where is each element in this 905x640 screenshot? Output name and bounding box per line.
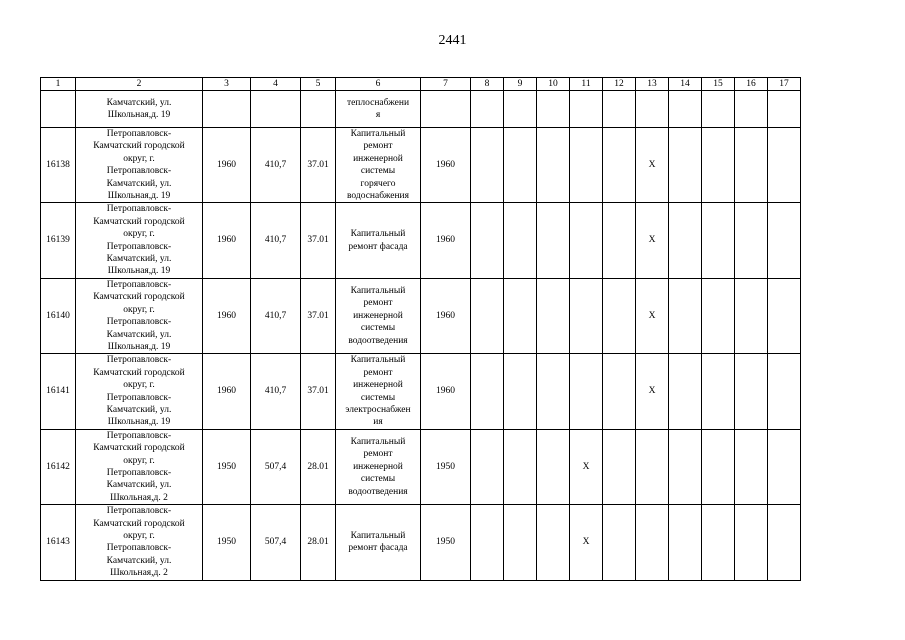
- table-cell: 37.01: [301, 278, 336, 353]
- table-cell: [471, 203, 504, 278]
- table-cell: 1960: [203, 203, 251, 278]
- table-cell: Петропавловск- Камчатский городской округ, г. Петропавловск- Камчатский, ул. Школьная,д. 2: [76, 505, 203, 580]
- table-cell: 37.01: [301, 203, 336, 278]
- table-cell: [570, 91, 603, 128]
- table-cell: Капитальный ремонт инженерной системы горячего водоснабжения: [336, 128, 421, 203]
- table-cell: [537, 203, 570, 278]
- table-cell: [570, 354, 603, 429]
- table-cell: 410,7: [251, 203, 301, 278]
- column-header: 13: [636, 78, 669, 91]
- table-row: [41, 278, 801, 353]
- table-cell: Капитальный ремонт инженерной системы водоотведения: [336, 429, 421, 504]
- table-cell: [768, 354, 801, 429]
- table-cell: [702, 354, 735, 429]
- table-cell: [421, 91, 471, 128]
- table-cell: [669, 278, 702, 353]
- table-cell: [669, 505, 702, 580]
- table-cell: [471, 429, 504, 504]
- table-cell: [702, 429, 735, 504]
- table-cell: 1960: [421, 203, 471, 278]
- column-header: 5: [301, 78, 336, 91]
- table-cell: [735, 429, 768, 504]
- table-cell: [603, 91, 636, 128]
- table-cell: 1960: [421, 278, 471, 353]
- table-cell: [471, 128, 504, 203]
- table-cell: [702, 278, 735, 353]
- column-header: 15: [702, 78, 735, 91]
- table-cell: Капитальный ремонт фасада: [336, 203, 421, 278]
- table-cell: [735, 505, 768, 580]
- table-cell: Капитальный ремонт инженерной системы электроснабжен ия: [336, 354, 421, 429]
- table-cell: X: [636, 203, 669, 278]
- table-cell: [471, 354, 504, 429]
- table-cell: [735, 354, 768, 429]
- table-cell: [537, 505, 570, 580]
- register-table: [40, 77, 801, 581]
- table-cell: [603, 354, 636, 429]
- table-cell: 1950: [203, 429, 251, 504]
- table-cell: [504, 278, 537, 353]
- table-cell: 1950: [203, 505, 251, 580]
- table-cell: Петропавловск- Камчатский городской округ, г. Петропавловск- Камчатский, ул. Школьная,д. 19: [76, 128, 203, 203]
- table-cell: [702, 203, 735, 278]
- table-cell: 1960: [421, 128, 471, 203]
- table-cell: [41, 91, 76, 128]
- table-cell: [203, 91, 251, 128]
- column-header: 11: [570, 78, 603, 91]
- table-row: [41, 505, 801, 580]
- table-cell: [636, 505, 669, 580]
- table-cell: [504, 354, 537, 429]
- column-header: 9: [504, 78, 537, 91]
- table-cell: [702, 128, 735, 203]
- table-row: [41, 429, 801, 504]
- table-cell: [537, 354, 570, 429]
- table-cell: 28.01: [301, 505, 336, 580]
- table-cell: 1950: [421, 429, 471, 504]
- column-header: 6: [336, 78, 421, 91]
- column-header: 8: [471, 78, 504, 91]
- table-cell: Петропавловск- Камчатский городской округ, г. Петропавловск- Камчатский, ул. Школьная,д. 2: [76, 429, 203, 504]
- table-cell: [702, 505, 735, 580]
- table-row: [41, 128, 801, 203]
- table-cell: [504, 505, 537, 580]
- table-cell: 1960: [203, 278, 251, 353]
- table-cell: 1950: [421, 505, 471, 580]
- table-cell: [768, 429, 801, 504]
- table-cell: Капитальный ремонт инженерной системы водоотведения: [336, 278, 421, 353]
- table-cell: [504, 429, 537, 504]
- column-header: 10: [537, 78, 570, 91]
- table-cell: [702, 91, 735, 128]
- table-cell: [669, 354, 702, 429]
- table-cell: [768, 278, 801, 353]
- table-cell: 37.01: [301, 128, 336, 203]
- table-cell: Петропавловск- Камчатский городской округ, г. Петропавловск- Камчатский, ул. Школьная,д. 19: [76, 278, 203, 353]
- table-cell: [603, 203, 636, 278]
- table-cell: [636, 91, 669, 128]
- table-row: [41, 203, 801, 278]
- table-cell: [768, 128, 801, 203]
- table-cell: [735, 278, 768, 353]
- column-header: 3: [203, 78, 251, 91]
- table-cell: [570, 278, 603, 353]
- table-cell: 16142: [41, 429, 76, 504]
- table-cell: X: [636, 278, 669, 353]
- table-cell: [301, 91, 336, 128]
- table-cell: [537, 278, 570, 353]
- column-header: 12: [603, 78, 636, 91]
- table-cell: Капитальный ремонт фасада: [336, 505, 421, 580]
- table-cell: 16143: [41, 505, 76, 580]
- table-cell: [603, 505, 636, 580]
- table-row: [41, 354, 801, 429]
- table-cell: [636, 429, 669, 504]
- table-cell: [471, 278, 504, 353]
- table-cell: 28.01: [301, 429, 336, 504]
- table-cell: 16138: [41, 128, 76, 203]
- column-header: 17: [768, 78, 801, 91]
- column-header: 4: [251, 78, 301, 91]
- table-cell: [669, 128, 702, 203]
- table-cell: [669, 91, 702, 128]
- table-cell: X: [570, 429, 603, 504]
- table-cell: [537, 91, 570, 128]
- table-cell: Камчатский, ул. Школьная,д. 19: [76, 91, 203, 128]
- table-row: [41, 91, 801, 128]
- table-cell: [504, 91, 537, 128]
- table-cell: [669, 429, 702, 504]
- table-cell: X: [636, 354, 669, 429]
- table-cell: Петропавловск- Камчатский городской округ, г. Петропавловск- Камчатский, ул. Школьная,д. 19: [76, 354, 203, 429]
- table-cell: Петропавловск- Камчатский городской округ, г. Петропавловск- Камчатский, ул. Школьная,д. 19: [76, 203, 203, 278]
- table-cell: 410,7: [251, 354, 301, 429]
- table-cell: [735, 203, 768, 278]
- table-cell: 1960: [203, 128, 251, 203]
- table-cell: [603, 278, 636, 353]
- table-cell: [768, 91, 801, 128]
- table-cell: 1960: [203, 354, 251, 429]
- table-cell: [471, 505, 504, 580]
- table-cell: [251, 91, 301, 128]
- table-cell: 410,7: [251, 278, 301, 353]
- table-cell: [669, 203, 702, 278]
- table-cell: [603, 429, 636, 504]
- table-cell: X: [636, 128, 669, 203]
- table-cell: 507,4: [251, 505, 301, 580]
- table-cell: 16141: [41, 354, 76, 429]
- table-cell: [735, 128, 768, 203]
- table-cell: теплоснабжени я: [336, 91, 421, 128]
- column-header: 14: [669, 78, 702, 91]
- header-row: [41, 78, 801, 91]
- table-cell: X: [570, 505, 603, 580]
- table-cell: [537, 128, 570, 203]
- table-cell: 1960: [421, 354, 471, 429]
- table-cell: [603, 128, 636, 203]
- table-cell: 16140: [41, 278, 76, 353]
- page-number: 2441: [438, 33, 467, 48]
- table-cell: [471, 91, 504, 128]
- column-header: 2: [76, 78, 203, 91]
- table-cell: [537, 429, 570, 504]
- table-cell: [570, 203, 603, 278]
- table-cell: [768, 505, 801, 580]
- table-cell: 37.01: [301, 354, 336, 429]
- column-header: 7: [421, 78, 471, 91]
- column-header: 1: [41, 78, 76, 91]
- table-cell: [735, 91, 768, 128]
- table-cell: [768, 203, 801, 278]
- table-cell: [504, 128, 537, 203]
- table-cell: [570, 128, 603, 203]
- table-cell: 507,4: [251, 429, 301, 504]
- table-body: [41, 91, 801, 581]
- table-cell: 410,7: [251, 128, 301, 203]
- table-cell: [504, 203, 537, 278]
- table-cell: 16139: [41, 203, 76, 278]
- column-header: 16: [735, 78, 768, 91]
